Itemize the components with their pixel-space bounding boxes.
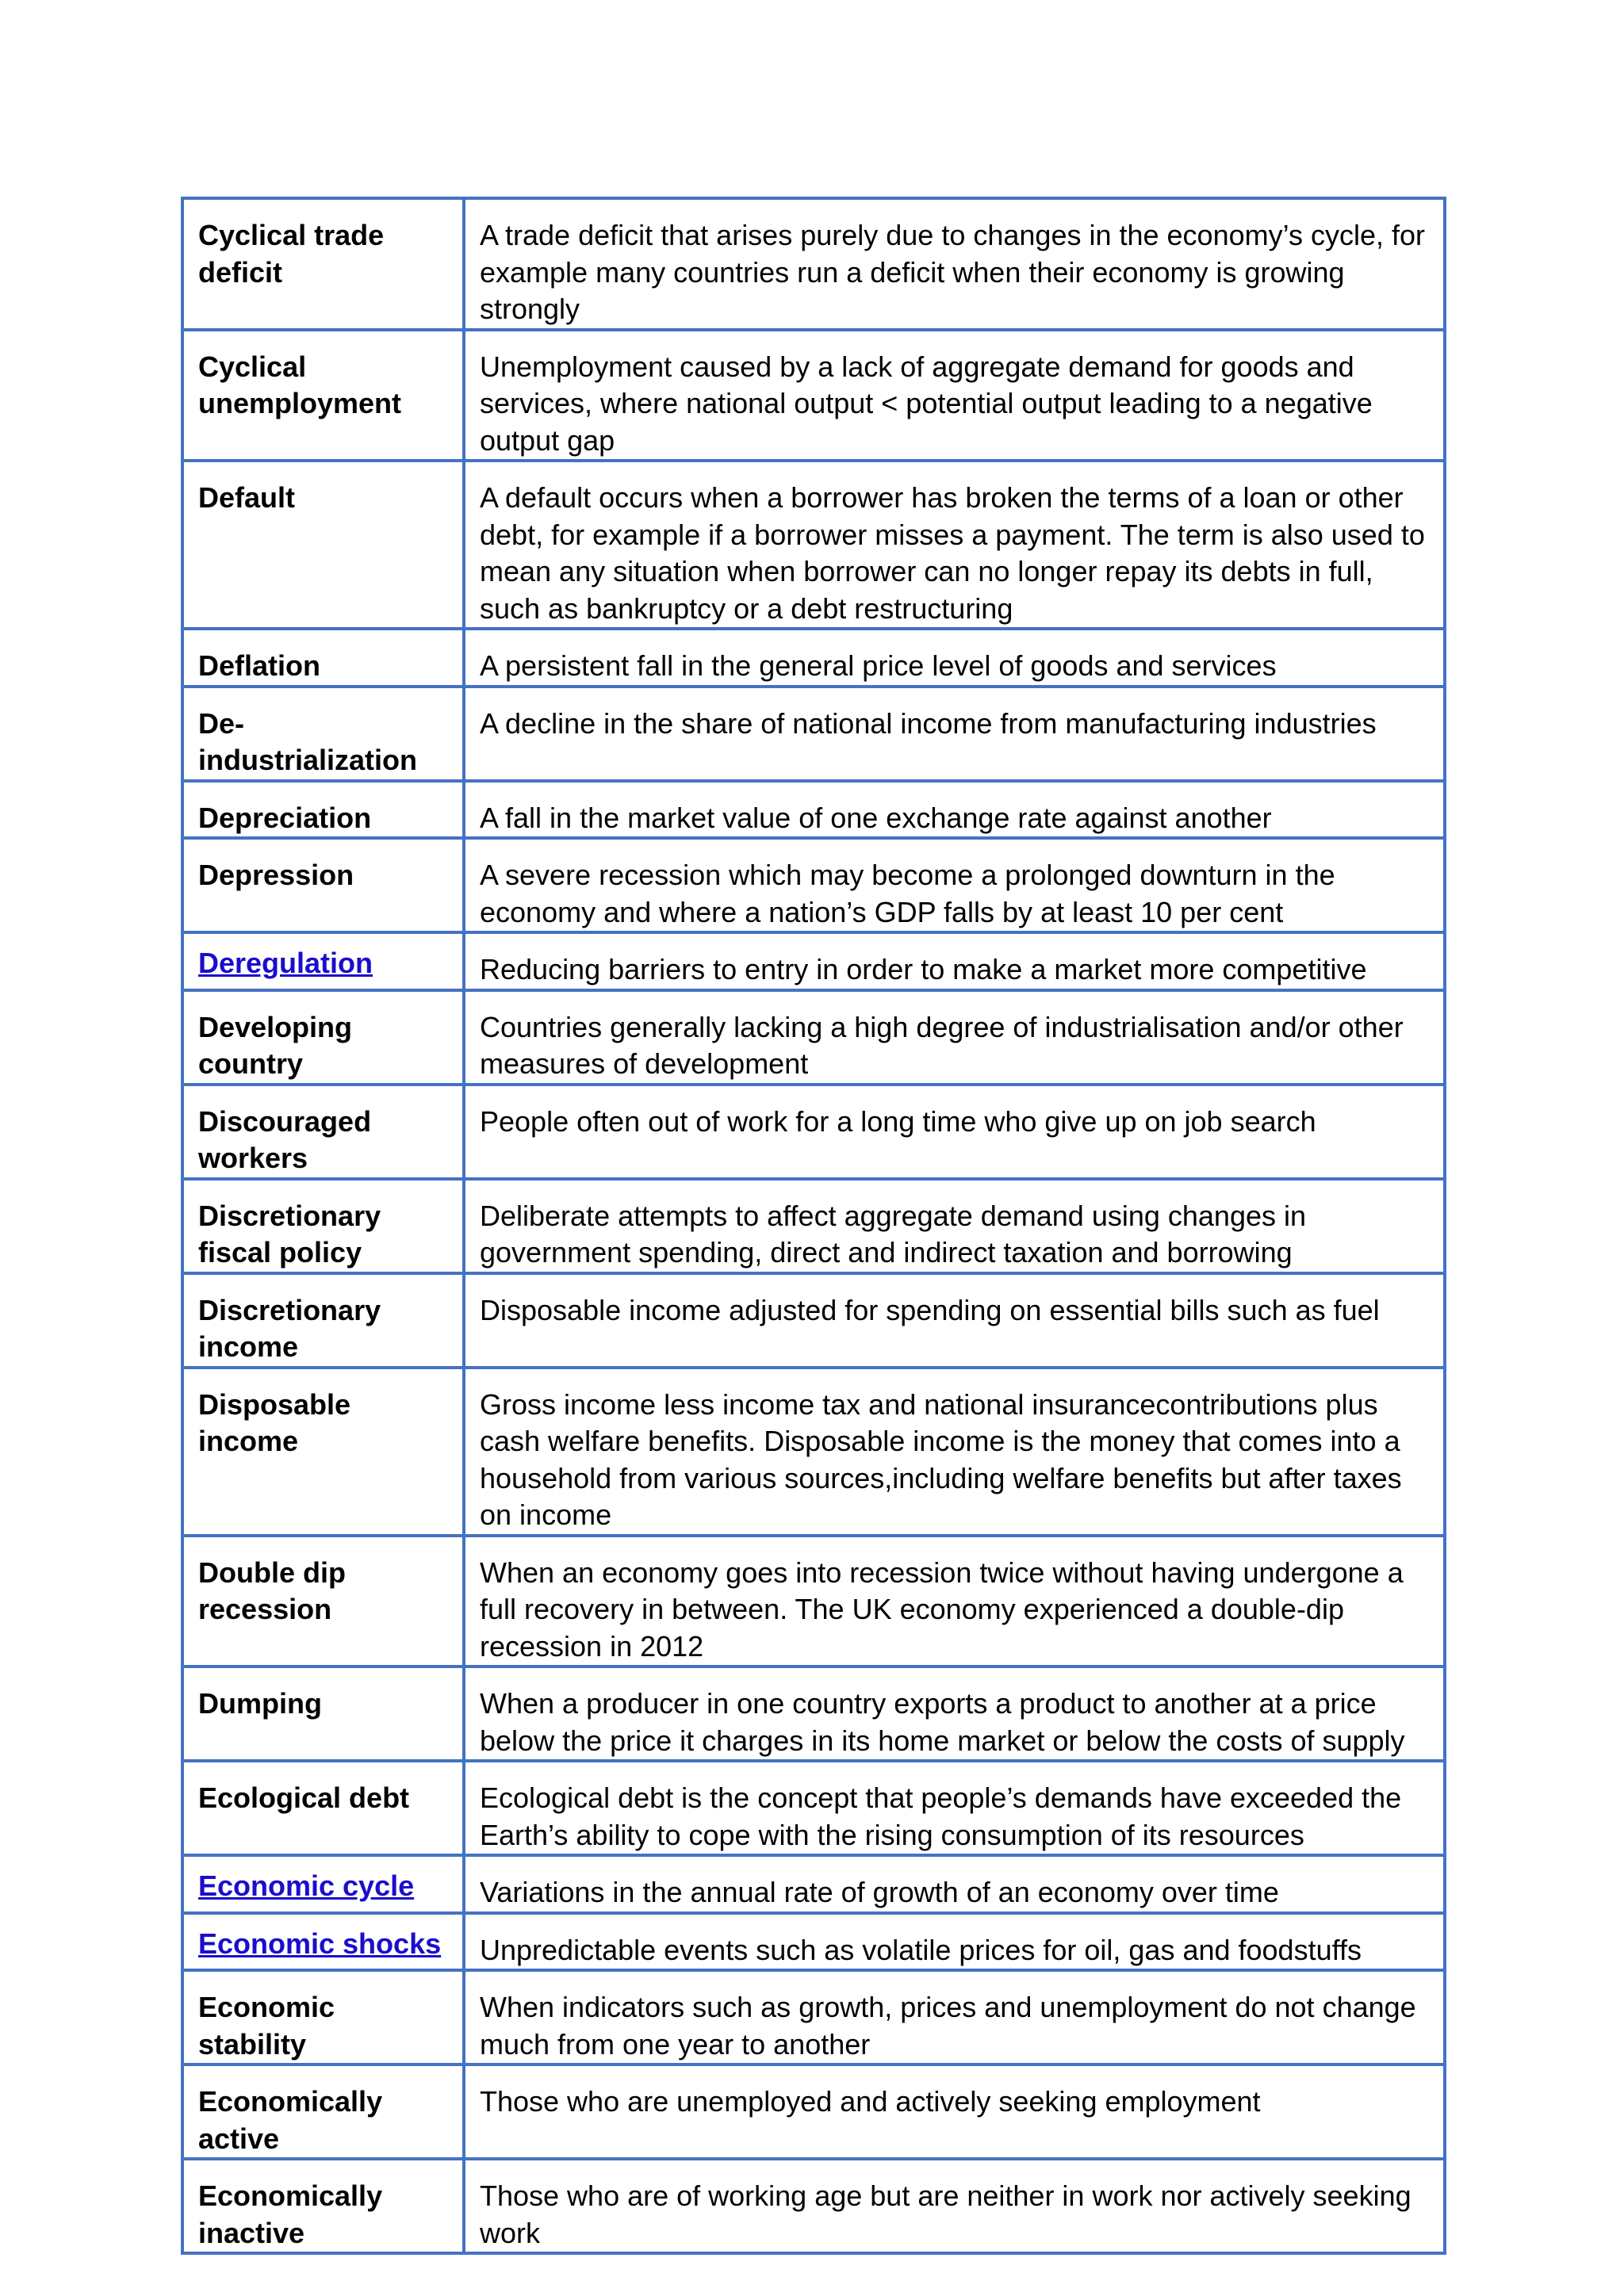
glossary-body (182, 198, 1445, 2253)
term-cell: Discouraged workers (182, 1085, 464, 1179)
definition-cell: A trade deficit that arises purely due to changes in the economy’s cycle, for example many countries run a deficit when their economy is growing strongly (464, 198, 1445, 330)
glossary-table (181, 197, 1446, 2255)
term-link[interactable]: Economic shocks (198, 1927, 442, 1960)
table-row (182, 781, 1445, 839)
definition-cell: A default occurs when a borrower has broken the terms of a loan or other debt, for example if a borrower misses a payment. The term is also used to mean any situation when borrower can no longer repay its debts in full, such as bankruptcy or a debt restructuring (464, 461, 1445, 629)
term-cell: Default (182, 461, 464, 629)
definition-cell: Variations in the annual rate of growth of an economy over time (464, 1855, 1445, 1913)
definition-cell: A persistent fall in the general price level of goods and services (464, 629, 1445, 687)
table-row (182, 838, 1445, 932)
term-cell: Economically active (182, 2064, 464, 2159)
table-row (182, 990, 1445, 1085)
table-row (182, 1761, 1445, 1855)
term-cell: Discretionary fiscal policy (182, 1179, 464, 1273)
table-row (182, 1368, 1445, 1536)
definition-cell: Countries generally lacking a high degree of industrialisation and/or other measures of development (464, 990, 1445, 1085)
definition-cell: Gross income less income tax and national insurancecontributions plus cash welfare benefits. Disposable income is the money that comes into a household from various sources,including welfare benefits but after taxes on income (464, 1368, 1445, 1536)
table-row (182, 1179, 1445, 1273)
definition-cell: A severe recession which may become a prolonged downturn in the economy and where a nation’s GDP falls by at least 10 per cent (464, 838, 1445, 932)
table-row (182, 629, 1445, 687)
term-cell: De-industrialization (182, 687, 464, 781)
table-row (182, 932, 1445, 990)
definition-cell: When indicators such as growth, prices and unemployment do not change much from one year to another (464, 1970, 1445, 2064)
table-row (182, 330, 1445, 461)
definition-cell: Unemployment caused by a lack of aggregate demand for goods and services, where national output < potential output leading to a negative output gap (464, 330, 1445, 461)
definition-cell: Unpredictable events such as volatile prices for oil, gas and foodstuffs (464, 1913, 1445, 1971)
definition-cell: Reducing barriers to entry in order to make a market more competitive (464, 932, 1445, 990)
definition-cell: When an economy goes into recession twice without having undergone a full recovery in between. The UK economy experienced a double-dip recession in 2012 (464, 1536, 1445, 1667)
table-row (182, 1273, 1445, 1368)
term-cell: Cyclical unemployment (182, 330, 464, 461)
table-row (182, 1970, 1445, 2064)
term-cell[interactable] (182, 1913, 464, 1971)
definition-cell: Deliberate attempts to affect aggregate demand using changes in government spending, direct and indirect taxation and borrowing (464, 1179, 1445, 1273)
term-cell: Deflation (182, 629, 464, 687)
table-row (182, 687, 1445, 781)
definition-cell: A fall in the market value of one exchange rate against another (464, 781, 1445, 839)
term-cell: Cyclical trade deficit (182, 198, 464, 330)
term-link[interactable]: Economic cycle (198, 1869, 415, 1902)
table-row (182, 2159, 1445, 2253)
term-cell: Economically inactive (182, 2159, 464, 2253)
table-row (182, 198, 1445, 330)
table-row (182, 1085, 1445, 1179)
table-row (182, 1913, 1445, 1971)
table-row (182, 1855, 1445, 1913)
term-cell[interactable] (182, 932, 464, 990)
definition-cell: Ecological debt is the concept that people’s demands have exceeded the Earth’s ability to cope with the rising consumption of its resources (464, 1761, 1445, 1855)
definition-cell: People often out of work for a long time who give up on job search (464, 1085, 1445, 1179)
table-row (182, 461, 1445, 629)
term-cell: Ecological debt (182, 1761, 464, 1855)
term-cell[interactable] (182, 1855, 464, 1913)
term-cell: Depression (182, 838, 464, 932)
definition-cell: A decline in the share of national income from manufacturing industries (464, 687, 1445, 781)
term-link[interactable]: Deregulation (198, 947, 373, 979)
term-cell: Double dip recession (182, 1536, 464, 1667)
definition-cell: When a producer in one country exports a product to another at a price below the price it charges in its home market or below the costs of supply (464, 1667, 1445, 1761)
table-row (182, 1536, 1445, 1667)
term-cell: Depreciation (182, 781, 464, 839)
term-cell: Discretionary income (182, 1273, 464, 1368)
table-row (182, 2064, 1445, 2159)
term-cell: Economic stability (182, 1970, 464, 2064)
table-row (182, 1667, 1445, 1761)
term-cell: Disposable income (182, 1368, 464, 1536)
definition-cell: Those who are of working age but are neither in work nor actively seeking work (464, 2159, 1445, 2253)
term-cell: Developing country (182, 990, 464, 1085)
definition-cell: Those who are unemployed and actively seeking employment (464, 2064, 1445, 2159)
term-cell: Dumping (182, 1667, 464, 1761)
definition-cell: Disposable income adjusted for spending on essential bills such as fuel (464, 1273, 1445, 1368)
